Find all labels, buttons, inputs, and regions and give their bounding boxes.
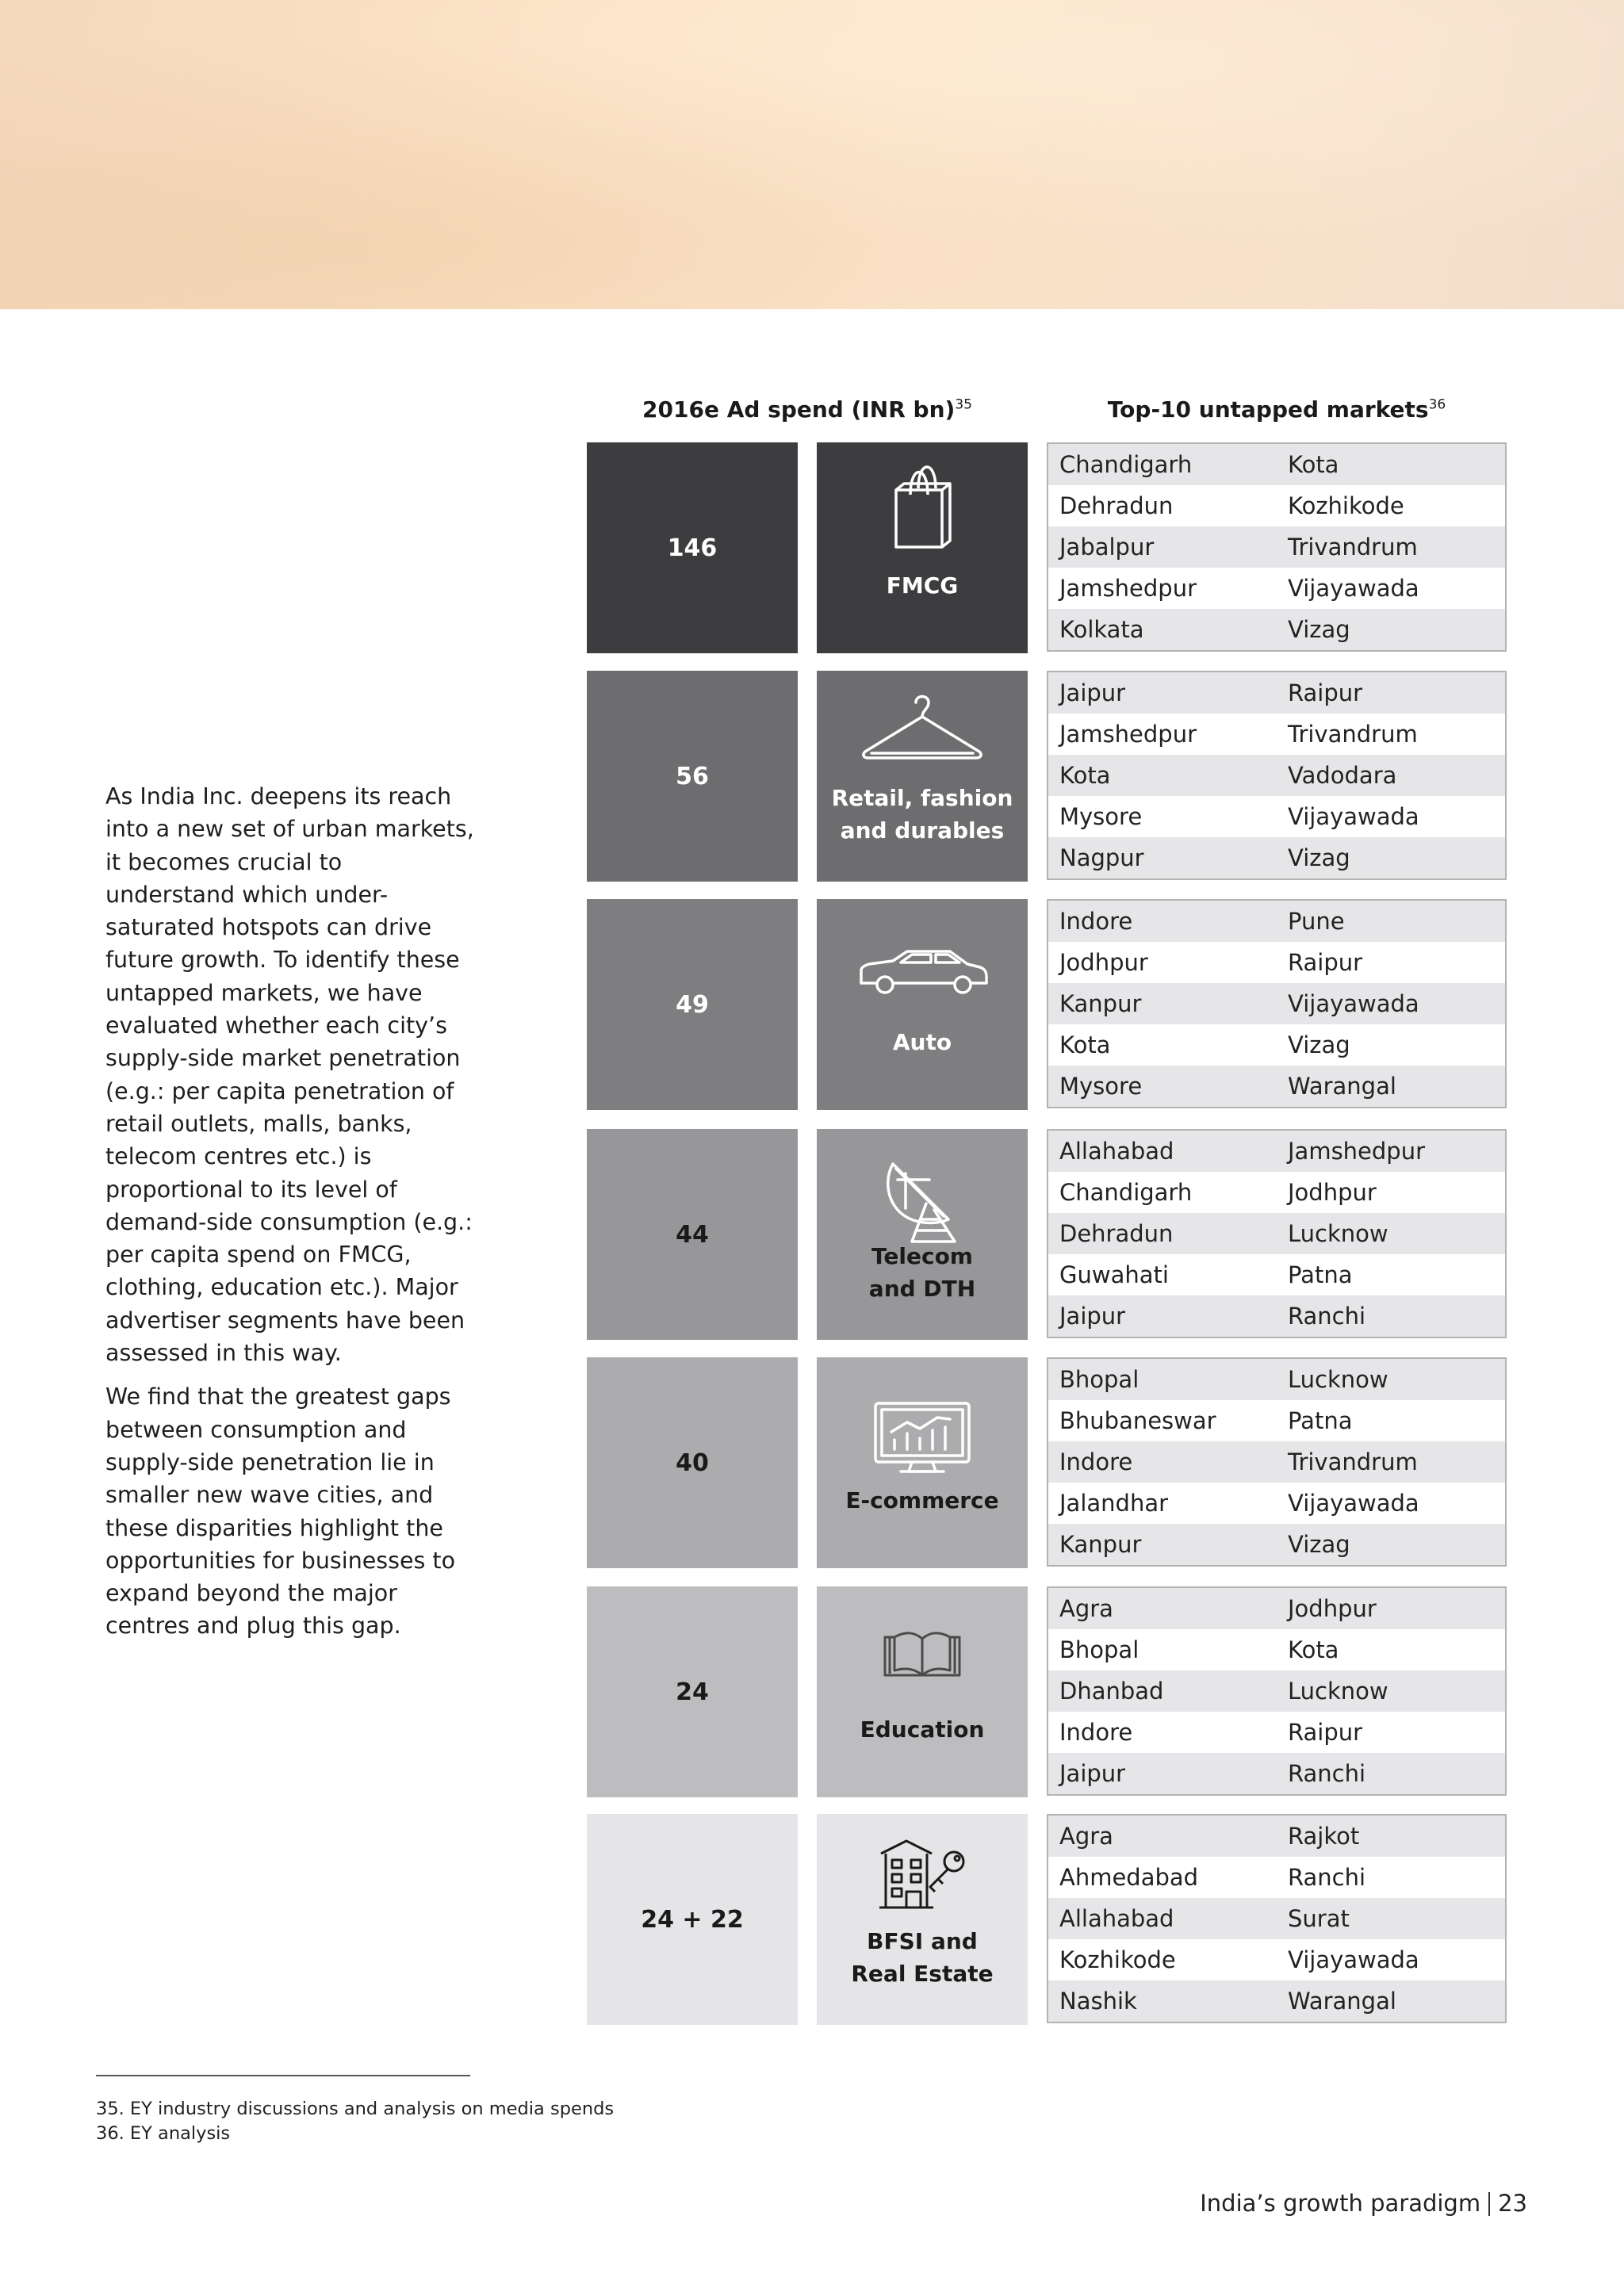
building-key-icon bbox=[817, 1838, 1028, 1911]
market-list-retail bbox=[1047, 671, 1507, 880]
footnote-ref-35: 35 bbox=[955, 396, 972, 413]
list-item: Mysore Vijayawada bbox=[1059, 803, 1419, 830]
list-item: Chandigarh Jodhpur bbox=[1059, 1179, 1377, 1206]
category-box-bfsi bbox=[817, 1814, 1028, 2025]
segment-row-fmcg bbox=[587, 442, 1507, 653]
footnote-36: 36. EY analysis bbox=[96, 2123, 231, 2144]
ad-spend-value-box: 56 bbox=[587, 671, 798, 882]
category-label-line-1: BFSI and bbox=[867, 1928, 978, 1954]
list-item: Allahabad Surat bbox=[1048, 1898, 1505, 1939]
ad-spend-value-box: 24 + 22 bbox=[587, 1814, 798, 2025]
segment-row-telecom bbox=[587, 1129, 1507, 1340]
list-item: Indore Raipur bbox=[1059, 1719, 1363, 1746]
category-label: FMCG bbox=[886, 572, 959, 599]
segment-row-ecommerce bbox=[587, 1357, 1507, 1568]
list-item: Nashik Warangal bbox=[1048, 1980, 1505, 2022]
list-item: Kozhikode Vijayawada bbox=[1059, 1946, 1419, 1973]
footer-separator bbox=[1488, 2192, 1490, 2216]
category-box-telecom bbox=[817, 1129, 1028, 1340]
segment-row-auto bbox=[587, 899, 1507, 1110]
footnote-35: 35. EY industry discussions and analysis on media spends bbox=[96, 2099, 615, 2119]
list-item: Dehradun Kozhikode bbox=[1059, 492, 1404, 519]
list-item: Guwahati Patna bbox=[1059, 1261, 1353, 1288]
list-item: Dehradun Lucknow bbox=[1048, 1213, 1505, 1254]
page-footer bbox=[1200, 2190, 1527, 2217]
segment-row-education bbox=[587, 1586, 1507, 1797]
category-box-ecommerce bbox=[817, 1357, 1028, 1568]
list-item: Jaipur Ranchi bbox=[1048, 1295, 1505, 1337]
category-label: Auto bbox=[892, 1029, 952, 1055]
list-item: Jaipur Raipur bbox=[1048, 672, 1505, 714]
category-label-line-1: Telecom bbox=[871, 1243, 973, 1269]
category-label-line-2: Real Estate bbox=[851, 1961, 994, 1987]
list-item: Nagpur Vizag bbox=[1048, 837, 1505, 878]
list-item: Jaipur Ranchi bbox=[1048, 1753, 1505, 1794]
open-book-icon bbox=[817, 1626, 1028, 1682]
category-box-auto bbox=[817, 899, 1028, 1110]
segment-row-retail bbox=[587, 671, 1507, 882]
list-item: Kolkata Vizag bbox=[1048, 609, 1505, 650]
market-list-auto bbox=[1047, 899, 1507, 1108]
list-item: Indore Trivandrum bbox=[1048, 1441, 1505, 1483]
ad-spend-value-box: 40 bbox=[587, 1357, 798, 1568]
category-box-fmcg bbox=[817, 442, 1028, 653]
category-label-line-1: Retail, fashion bbox=[831, 785, 1013, 811]
list-item: Jodhpur Raipur bbox=[1059, 949, 1363, 976]
list-item: Dhanbad Lucknow bbox=[1048, 1670, 1505, 1712]
market-list-fmcg bbox=[1047, 442, 1507, 652]
list-item: Allahabad Jamshedpur bbox=[1048, 1131, 1505, 1172]
ad-spend-value-box: 24 bbox=[587, 1586, 798, 1797]
footnote-ref-36: 36 bbox=[1428, 396, 1446, 413]
list-item: Bhopal Kota bbox=[1059, 1636, 1339, 1663]
list-item: Kota Vadodara bbox=[1048, 755, 1505, 796]
car-icon bbox=[817, 947, 1028, 1002]
category-label-line-2: and durables bbox=[840, 817, 1005, 844]
satellite-dish-icon bbox=[817, 1158, 1028, 1245]
list-item: Jabalpur Trivandrum bbox=[1048, 526, 1505, 568]
list-item: Bhopal Lucknow bbox=[1048, 1359, 1505, 1400]
list-item: Agra Jodhpur bbox=[1048, 1588, 1505, 1629]
segment-row-bfsi bbox=[587, 1814, 1507, 2025]
list-item: Jalandhar Vijayawada bbox=[1059, 1490, 1419, 1517]
list-item: Agra Rajkot bbox=[1048, 1816, 1505, 1857]
ad-spend-value-box: 146 bbox=[587, 442, 798, 653]
list-item: Jamshedpur Vijayawada bbox=[1059, 575, 1419, 602]
category-label: Education bbox=[860, 1716, 985, 1743]
list-item: Indore Pune bbox=[1048, 901, 1505, 942]
list-item: Kota Vizag bbox=[1059, 1031, 1350, 1058]
market-list-education bbox=[1047, 1586, 1507, 1796]
list-item: Mysore Warangal bbox=[1048, 1066, 1505, 1107]
list-item: Bhubaneswar Patna bbox=[1059, 1407, 1353, 1434]
monitor-chart-icon bbox=[817, 1400, 1028, 1476]
clothes-hanger-icon bbox=[817, 688, 1028, 767]
list-item: Jamshedpur Trivandrum bbox=[1059, 721, 1418, 748]
list-item: Kanpur Vizag bbox=[1048, 1524, 1505, 1565]
footnotes bbox=[96, 2097, 614, 2146]
ad-spend-value-box: 49 bbox=[587, 899, 798, 1110]
untapped-markets-column-heading: Top-10 untapped markets$^{36}$ bbox=[1107, 396, 1446, 423]
ad-spend-value-box: 44 bbox=[587, 1129, 798, 1340]
page-number: 23 bbox=[1498, 2190, 1527, 2217]
intro-paragraph-1: As India Inc. deepens its reach into a new set of urban markets, it becomes crucial to understand which under-saturated hotspots can drive future growth. To identify these untapped markets, we have evaluated whether each city’s supply-side market penetration (e.g.: per capita penetration of retail outlets, malls, banks, telecom centres etc.) is proportional to its level of demand-side consumption (e.g.: per capita spend on FMCG, clothing, education etc.). Major advertiser segments have been assessed in this way. bbox=[105, 783, 474, 1367]
market-list-telecom bbox=[1047, 1129, 1507, 1338]
footnote-divider bbox=[96, 2075, 470, 2076]
intro-text bbox=[105, 780, 478, 1654]
intro-paragraph-2: We find that the greatest gaps between consumption and supply-side penetration lie in smaller new wave cities, and these disparities highlight the opportunities for businesses to expand beyond the major centres and plug this gap. bbox=[105, 1383, 456, 1640]
running-title: India’s growth paradigm bbox=[1200, 2190, 1481, 2217]
category-label: E-commerce bbox=[845, 1487, 999, 1513]
category-box-education bbox=[817, 1586, 1028, 1797]
list-item: Chandigarh Kota bbox=[1048, 444, 1505, 485]
list-item: Ahmedabad Ranchi bbox=[1059, 1864, 1366, 1891]
market-list-ecommerce bbox=[1047, 1357, 1507, 1567]
market-list-bfsi bbox=[1047, 1814, 1507, 2023]
category-box-retail bbox=[817, 671, 1028, 882]
header-photo-banner bbox=[0, 0, 1624, 309]
category-label-line-2: and DTH bbox=[868, 1276, 976, 1302]
shopping-bag-icon bbox=[817, 460, 1028, 555]
list-item: Kanpur Vijayawada bbox=[1048, 983, 1505, 1024]
ad-spend-column-heading: 2016e Ad spend (INR bn)$^{35}$ bbox=[642, 396, 972, 423]
